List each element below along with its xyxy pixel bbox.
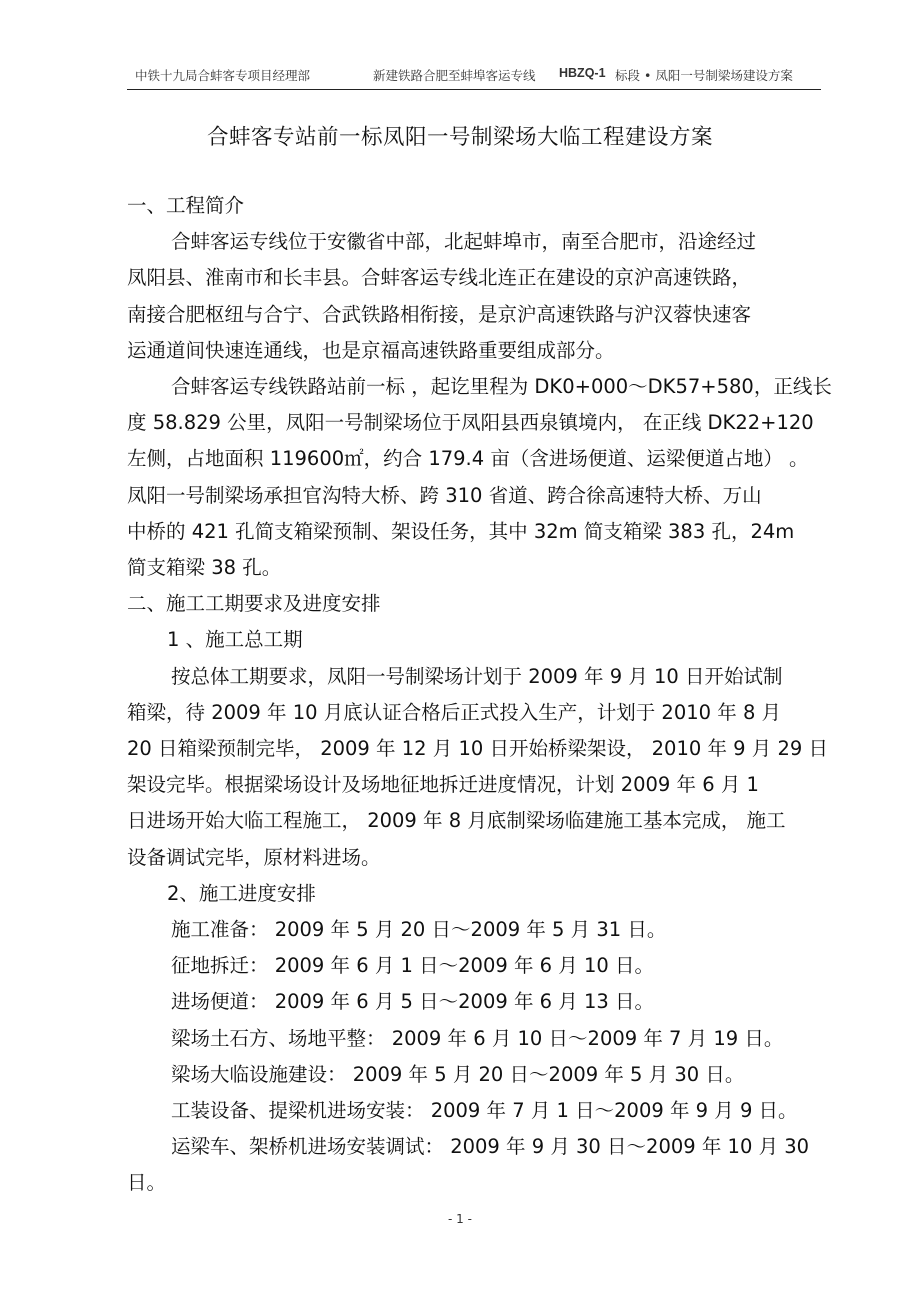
paragraph-line: 简支箱梁 38 孔。 xyxy=(127,556,282,580)
header-section-code: HBZQ-1 xyxy=(559,66,606,80)
schedule-item-continuation: 日。 xyxy=(127,1171,167,1195)
paragraph-line: 合蚌客运专线铁路站前一标 ，起讫里程为 DK0+000～DK57+580，正线长 xyxy=(171,375,832,399)
paragraph-line: 左侧，占地面积 119600㎡，约合 179.4 亩（含进场便道、运梁便道占地） 。 xyxy=(127,447,809,471)
paragraph-line: 中桥的 421 孔简支箱梁预制、架设任务，其中 32m 简支箱梁 383 孔，24m xyxy=(127,519,795,543)
paragraph-line: 合蚌客运专线位于安徽省中部，北起蚌埠市，南至合肥市，沿途经过 xyxy=(171,230,757,254)
schedule-item: 梁场大临设施建设： 2009 年 5 月 20 日～2009 年 5 月 30 日。 xyxy=(171,1062,745,1086)
header-doc-name: 标段 • 凤阳一号制梁场建设方案 xyxy=(615,68,793,83)
paragraph-line: 凤阳一号制梁场承担官沟特大桥、跨 310 省道、跨合徐高速特大桥、万山 xyxy=(127,483,762,507)
paragraph-line: 箱梁，待 2009 年 10 月底认证合格后正式投入生产，计划于 2010 年 8 月 xyxy=(127,700,782,724)
paragraph-line: 架设完毕。根据梁场设计及场地征地拆迁进度情况，计划 2009 年 6 月 1 xyxy=(127,773,759,797)
subsection-heading: 1 、施工总工期 xyxy=(167,628,303,652)
header-organization: 中铁十九局合蚌客专项目经理部 xyxy=(135,68,311,83)
schedule-item: 进场便道： 2009 年 6 月 5 日～2009 年 6 月 13 日。 xyxy=(171,990,654,1014)
paragraph-line: 设备调试完毕，原材料进场。 xyxy=(127,845,381,869)
paragraph-line: 凤阳县、淮南市和长丰县。合蚌客运专线北连正在建设的京沪高速铁路， xyxy=(127,266,752,290)
paragraph-line: 运通道间快速连通线，也是京福高速铁路重要组成部分。 xyxy=(127,338,615,362)
header-divider xyxy=(127,89,821,90)
header-project: 新建铁路合肥至蚌埠客运专线 xyxy=(373,68,536,83)
schedule-item: 施工准备： 2009 年 5 月 20 日～2009 年 5 月 31 日。 xyxy=(171,918,667,942)
paragraph-line: 20 日箱梁预制完毕， 2009 年 12 月 10 日开始桥梁架设， 2010 年 9 月 29 日 xyxy=(127,737,828,761)
section-heading-1: 一、工程简介 xyxy=(127,194,245,217)
schedule-item: 工装设备、提梁机进场安装： 2009 年 7 月 1 日～2009 年 9 月 9 日。 xyxy=(171,1099,798,1123)
paragraph-line: 按总体工期要求，凤阳一号制梁场计划于 2009 年 9 月 10 日开始试制 xyxy=(171,664,783,688)
paragraph-line: 日进场开始大临工程施工， 2009 年 8 月底制梁场临建施工基本完成， 施工 xyxy=(127,809,786,833)
schedule-item: 运梁车、架桥机进场安装调试： 2009 年 9 月 30 日～2009 年 10 月 30 xyxy=(171,1135,810,1159)
document-title: 合蚌客专站前一标凤阳一号制梁场大临工程建设方案 xyxy=(206,125,713,150)
section-heading-2: 二、施工工期要求及进度安排 xyxy=(127,592,381,616)
paragraph-line: 南接合肥枢纽与合宁、合武铁路相衔接，是京沪高速铁路与沪汉蓉快速客 xyxy=(127,302,752,326)
paragraph-line: 度 58.829 公里，凤阳一号制梁场位于凤阳县西泉镇境内， 在正线 DK22+120 xyxy=(127,411,814,435)
schedule-item: 征地拆迁： 2009 年 6 月 1 日～2009 年 6 月 10 日。 xyxy=(171,954,654,978)
schedule-item: 梁场土石方、场地平整： 2009 年 6 月 10 日～2009 年 7 月 19 日。 xyxy=(171,1026,784,1050)
document-body xyxy=(127,188,832,1202)
subsection-heading: 2、施工进度安排 xyxy=(167,881,316,905)
page-number: - 1 - xyxy=(448,1212,472,1226)
page-header xyxy=(127,66,821,88)
